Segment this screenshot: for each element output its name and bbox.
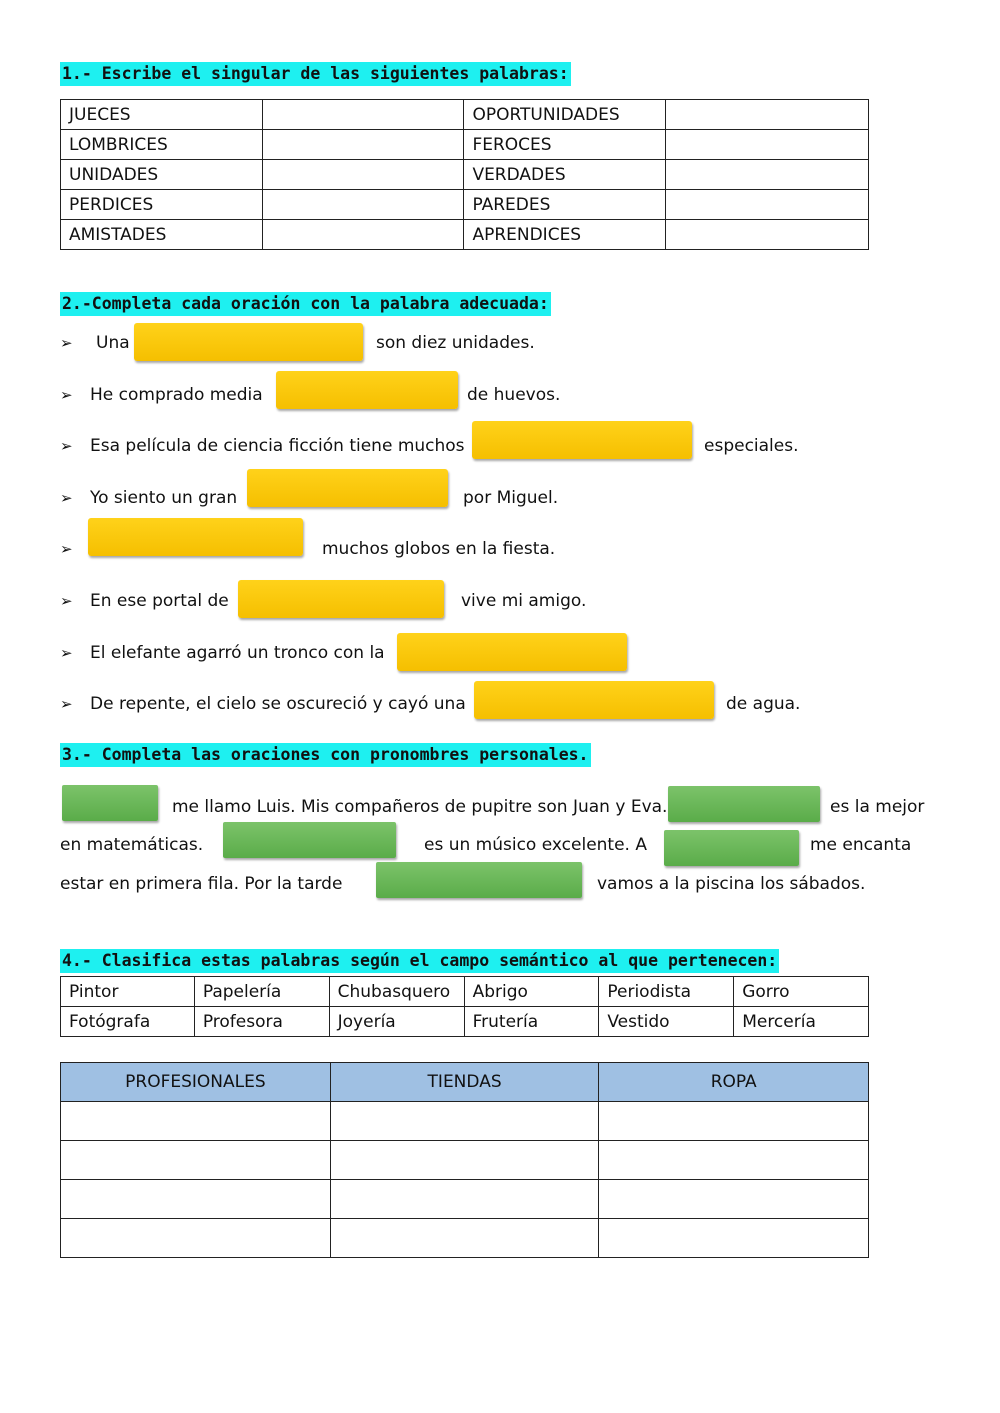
drop-cell[interactable] — [61, 1102, 331, 1141]
answer-cell[interactable] — [666, 130, 869, 160]
word-cell: Abrigo — [464, 977, 599, 1007]
word-cell: Fotógrafa — [61, 1007, 195, 1037]
table-row — [61, 160, 869, 190]
word-cell: Pintor — [61, 977, 195, 1007]
word-cell: Profesora — [194, 1007, 329, 1037]
word-cell: Frutería — [464, 1007, 599, 1037]
drop-cell[interactable] — [330, 1180, 599, 1219]
answer-cell[interactable] — [666, 160, 869, 190]
section2-title: 2.-Completa cada oración con la palabra adecuada: — [60, 292, 551, 316]
table-row — [61, 977, 869, 1007]
plural-word: APRENDICES — [464, 220, 666, 250]
table-row — [61, 1219, 869, 1258]
sentence-text: vive mi amigo. — [461, 591, 587, 611]
bullet-icon: ➢ — [60, 695, 73, 713]
table-row — [61, 1141, 869, 1180]
table-row — [61, 1007, 869, 1037]
singular-table — [60, 99, 869, 250]
pronoun-gap[interactable] — [668, 786, 820, 822]
pronoun-gap[interactable] — [376, 862, 582, 898]
column-header: PROFESIONALES — [61, 1063, 331, 1102]
words-table — [60, 976, 869, 1037]
paragraph-text: es la mejor — [830, 797, 925, 817]
paragraph-text: es un músico excelente. A — [424, 835, 647, 855]
plural-word: OPORTUNIDADES — [464, 100, 666, 130]
drop-cell[interactable] — [61, 1180, 331, 1219]
section4-title: 4.- Clasifica estas palabras según el campo semántico al que pertenecen: — [60, 949, 779, 973]
pronoun-gap[interactable] — [223, 822, 396, 858]
bullet-icon: ➢ — [60, 644, 73, 662]
table-row — [61, 190, 869, 220]
pronoun-gap[interactable] — [664, 830, 799, 866]
column-header: ROPA — [599, 1063, 869, 1102]
bullet-icon: ➢ — [60, 437, 73, 455]
plural-word: AMISTADES — [61, 220, 263, 250]
word-cell: Chubasquero — [329, 977, 464, 1007]
word-cell: Papelería — [194, 977, 329, 1007]
table-header-row — [61, 1063, 869, 1102]
drop-cell[interactable] — [599, 1102, 869, 1141]
word-cell: Gorro — [734, 977, 869, 1007]
word-cell: Periodista — [599, 977, 734, 1007]
answer-cell[interactable] — [262, 130, 464, 160]
plural-word: PERDICES — [61, 190, 263, 220]
table-row — [61, 220, 869, 250]
plural-word: PAREDES — [464, 190, 666, 220]
drop-cell[interactable] — [330, 1141, 599, 1180]
sentence-text: Yo siento un gran — [90, 488, 238, 508]
paragraph-text: vamos a la piscina los sábados. — [597, 874, 866, 894]
word-cell: Joyería — [329, 1007, 464, 1037]
answer-cell[interactable] — [666, 190, 869, 220]
sentence-text: por Miguel. — [463, 488, 559, 508]
table-row — [61, 100, 869, 130]
answer-gap[interactable] — [238, 580, 444, 618]
drop-cell[interactable] — [61, 1141, 331, 1180]
sentence-text: Una — [96, 333, 130, 353]
answer-gap[interactable] — [276, 371, 458, 409]
table-row — [61, 1102, 869, 1141]
answer-cell[interactable] — [666, 220, 869, 250]
paragraph-text: me encanta — [810, 835, 912, 855]
answer-cell[interactable] — [262, 220, 464, 250]
drop-cell[interactable] — [599, 1141, 869, 1180]
drop-cell[interactable] — [330, 1219, 599, 1258]
answer-gap[interactable] — [472, 421, 692, 459]
sentence-text: de huevos. — [467, 385, 561, 405]
paragraph-text: me llamo Luis. Mis compañeros de pupitre son Juan y Eva. — [172, 797, 668, 817]
answer-gap[interactable] — [88, 518, 303, 556]
plural-word: UNIDADES — [61, 160, 263, 190]
answer-cell[interactable] — [262, 160, 464, 190]
section3-title: 3.- Completa las oraciones con pronombres personales. — [60, 743, 591, 767]
word-cell: Mercería — [734, 1007, 869, 1037]
plural-word: FEROCES — [464, 130, 666, 160]
bullet-icon: ➢ — [60, 334, 73, 352]
table-row — [61, 130, 869, 160]
answer-gap[interactable] — [474, 681, 714, 719]
paragraph-text: en matemáticas. — [60, 835, 204, 855]
drop-cell[interactable] — [599, 1180, 869, 1219]
sentence-text: Esa película de ciencia ficción tiene muchos — [90, 436, 465, 456]
sentence-text: He comprado media — [90, 385, 263, 405]
plural-word: VERDADES — [464, 160, 666, 190]
sentence-text: son diez unidades. — [376, 333, 535, 353]
classification-table — [60, 1062, 869, 1258]
sentence-text: El elefante agarró un tronco con la — [90, 643, 385, 663]
drop-cell[interactable] — [61, 1219, 331, 1258]
plural-word: JUECES — [61, 100, 263, 130]
sentence-text: especiales. — [704, 436, 799, 456]
sentence-text: En ese portal de — [90, 591, 229, 611]
column-header: TIENDAS — [330, 1063, 599, 1102]
bullet-icon: ➢ — [60, 540, 73, 558]
drop-cell[interactable] — [599, 1219, 869, 1258]
section1-title: 1.- Escribe el singular de las siguientes palabras: — [60, 62, 571, 86]
drop-cell[interactable] — [330, 1102, 599, 1141]
paragraph-text: estar en primera fila. Por la tarde — [60, 874, 343, 894]
sentence-text: de agua. — [726, 694, 801, 714]
answer-gap[interactable] — [247, 469, 448, 507]
answer-cell[interactable] — [666, 100, 869, 130]
plural-word: LOMBRICES — [61, 130, 263, 160]
sentence-text: muchos globos en la fiesta. — [322, 539, 556, 559]
answer-gap[interactable] — [134, 323, 363, 361]
pronoun-gap[interactable] — [62, 785, 158, 821]
bullet-icon: ➢ — [60, 592, 73, 610]
answer-gap[interactable] — [397, 633, 627, 671]
table-row — [61, 1180, 869, 1219]
word-cell: Vestido — [599, 1007, 734, 1037]
bullet-icon: ➢ — [60, 489, 73, 507]
sentence-text: De repente, el cielo se oscureció y cayó una — [90, 694, 466, 714]
answer-cell[interactable] — [262, 100, 464, 130]
answer-cell[interactable] — [262, 190, 464, 220]
bullet-icon: ➢ — [60, 386, 73, 404]
